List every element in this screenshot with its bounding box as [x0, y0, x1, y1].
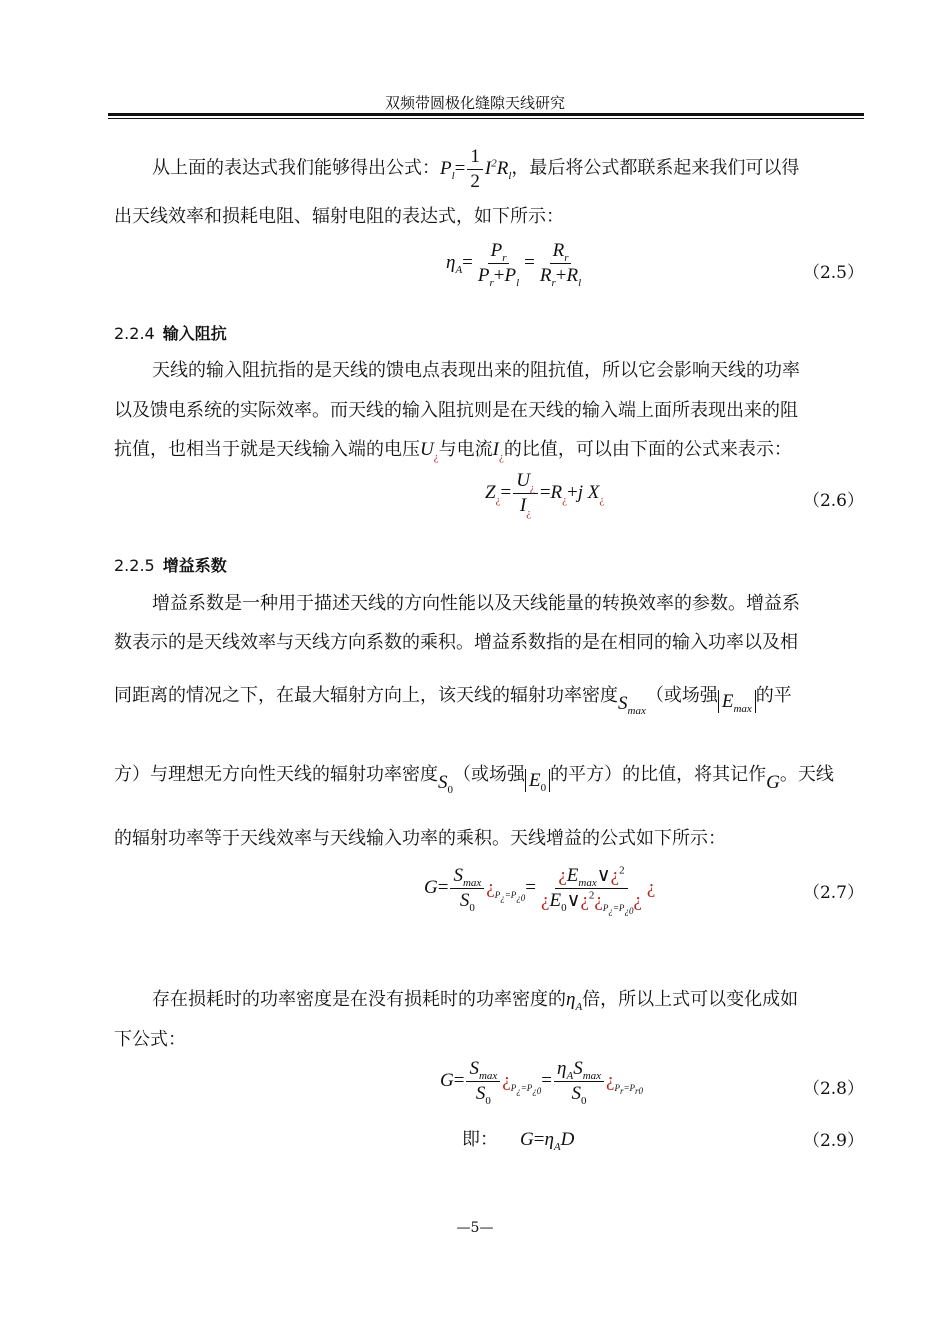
para4-line2: 下公式：	[114, 1029, 186, 1050]
equation-number-2-6: （2.6）	[802, 491, 864, 511]
para3-line3: 同距离的情况之下，在最大辐射方向上，该天线的辐射功率密度$S_{max}$（或场强 $E_{max}$的平	[114, 685, 792, 717]
equation-number-2-7: （2.7）	[802, 883, 864, 903]
equation-number-2-8: （2.8）	[802, 1079, 864, 1099]
para3-line5: 的辐射功率等于天线效率与天线输入功率的乘积。天线增益的公式如下所示：	[114, 828, 726, 849]
para1-line1: 从上面的表达式我们能够得出公式：$P_l=$ $\frac{1}{2}$ $I^2R_l$，最后将公式都联系起来我们可以得	[152, 146, 800, 192]
page-number: —5—	[456, 1220, 494, 1236]
equation-2-9: 即： $G=\eta_AD$	[462, 1129, 575, 1153]
equation-number-2-9: （2.9）	[802, 1131, 864, 1151]
para1-line2: 出天线效率和损耗电阻、辐射电阻的表达式，如下所示：	[114, 206, 564, 227]
para3-line4: 方）与理想无方向性天线的辐射功率密度$S_0$（或场强 $E_0$的平方）的比值，将其记作G。天线	[114, 764, 834, 796]
equation-2-8: G= $\frac{S_{max}}{S_0}$ ¿$_{P_¿=P_{¿0}}=$ $\frac{\eta_AS_{max}}{S_0}$ ¿$_{P_r=P_{r0}}$	[440, 1058, 644, 1107]
para2-line3: 抗值，也相当于就是天线输入端的电压$U_¿$与电流$I_¿$的比值，可以由下面的公式来表示：	[114, 439, 792, 463]
para2-line1: 天线的输入阻抗指的是天线的馈电点表现出来的阻抗值，所以它会影响天线的功率	[152, 360, 800, 381]
para3-line1: 增益系数是一种用于描述天线的方向性能以及天线能量的转换效率的参数。增益系	[152, 593, 800, 614]
section-heading-2-2-5: 2.2.5 增益系数	[114, 556, 227, 575]
equation-2-6: $Z_¿=$ $\frac{U_¿}{I_¿}$ $=R_¿+j$ $X_¿$	[485, 470, 605, 519]
section-heading-2-2-4: 2.2.4 输入阻抗	[114, 324, 227, 343]
running-header-title: 双频带圆极化缝隙天线研究	[384, 94, 565, 112]
header-rule-thick	[108, 113, 864, 116]
formula-pl: $P_l=$ $\frac{1}{2}$ $I^2R_l$	[440, 146, 512, 192]
equation-2-9-label: 即：	[462, 1129, 498, 1150]
equation-2-7: G= $\frac{S_{max}}{S_0}$ ¿$_{P_¿=P_{¿0}}=$ $\frac{¿E_{max}\vee¿^2}{¿E_0\vee¿^2¿_{P_¿=P_{¿0}}¿}$ ¿	[424, 864, 656, 916]
para3-line2: 数表示的是天线效率与天线方向系数的乘积。增益系数指的是在相同的输入功率以及相	[114, 632, 798, 653]
equation-2-5: $\eta_A=$ $\frac{P_r}{P_r+P_l}$ = $\frac{R_r}{R_r+R_l}$	[446, 240, 582, 289]
para4-line1: 存在损耗时的功率密度是在没有损耗时的功率密度的$\eta_A$倍，所以上式可以变化成如	[152, 989, 799, 1013]
header-rule-thin	[108, 118, 864, 119]
equation-number-2-5: （2.5）	[802, 263, 864, 283]
para2-line2: 以及馈电系统的实际效率。而天线的输入阻抗则是在天线的输入端上面所表现出来的阻	[114, 400, 798, 421]
